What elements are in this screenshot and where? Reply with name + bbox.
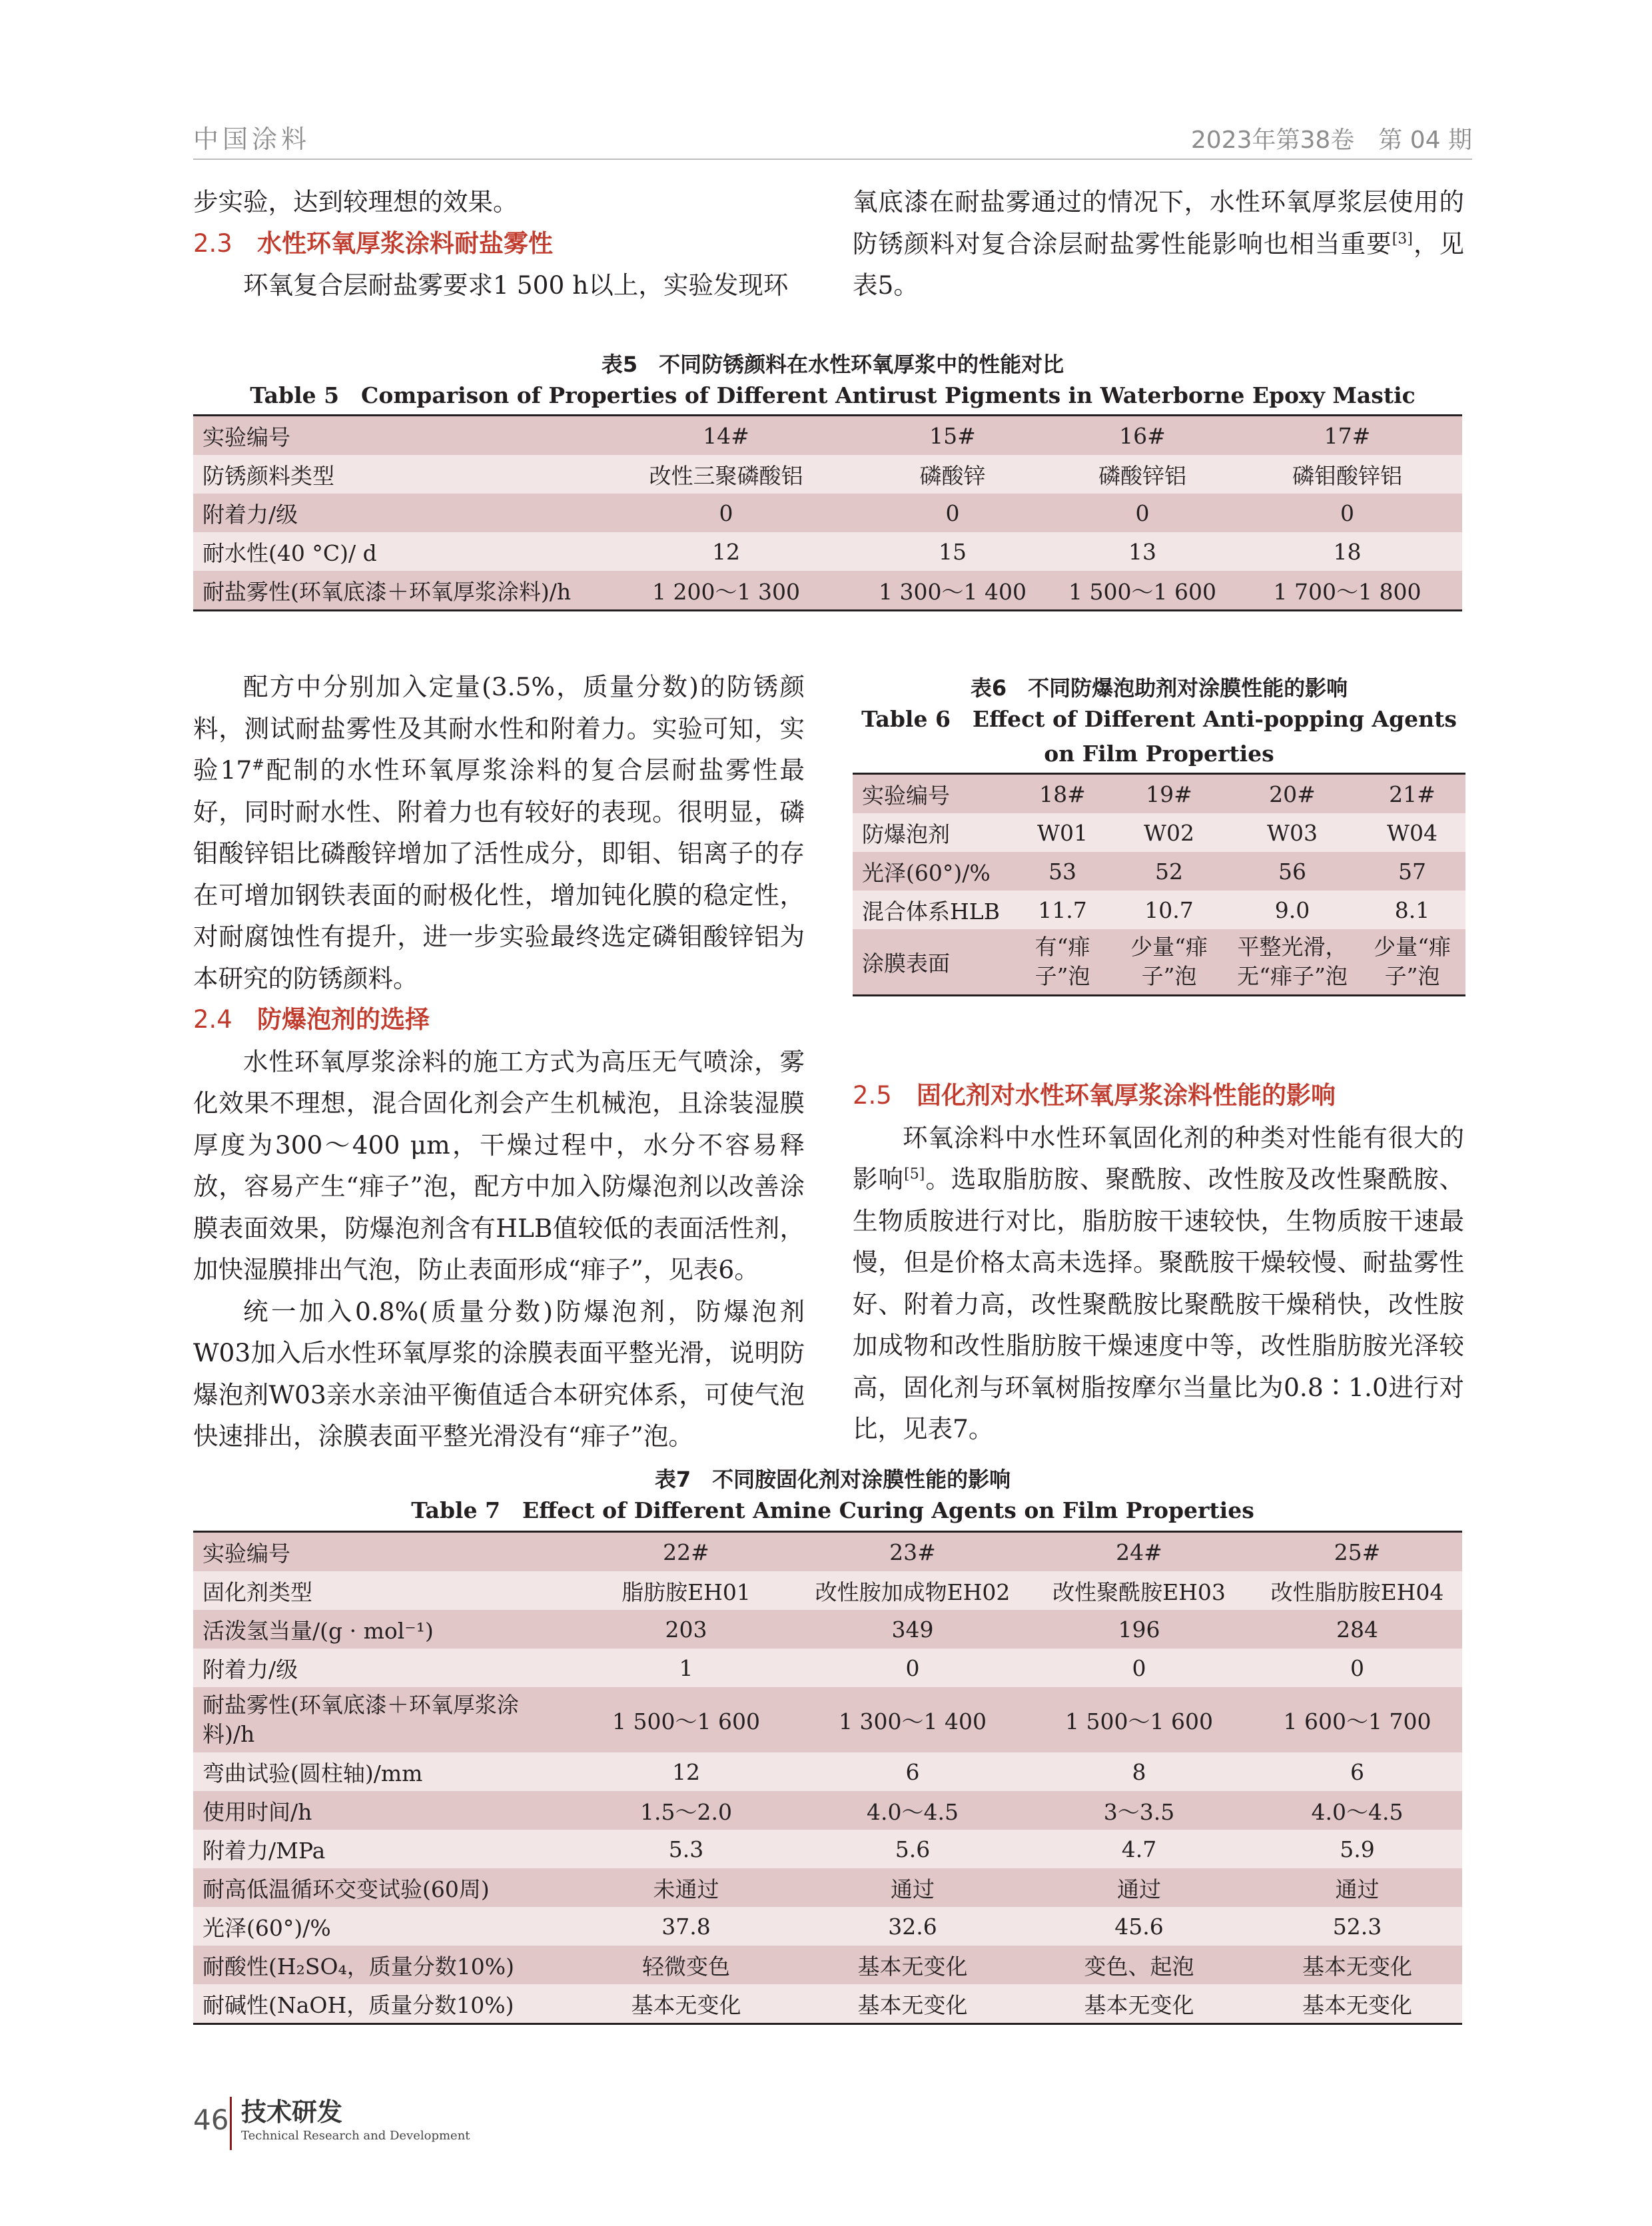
table7-row [193,1791,1462,1830]
table5-cell: 14# [600,416,853,456]
table7-row [193,1984,1462,2024]
table5-cell: 耐水性(40 °C)/ d [193,532,600,571]
table5-cell: 1 300～1 400 [853,571,1052,611]
table7-cell: 基本无变化 [1026,1984,1252,2024]
header-rule [193,159,1472,160]
table7-cell: 0 [799,1649,1026,1687]
table7-cell: 光泽(60°)/% [193,1907,573,1946]
table7-cell: 未通过 [573,1868,799,1907]
table7-cell: 32.6 [799,1907,1026,1946]
table7-cell: 5.3 [573,1830,799,1868]
table7-cell: 5.9 [1252,1830,1462,1868]
section-title: 水性环氧厚浆涂料耐盐雾性 [257,228,553,258]
table6-row [853,852,1465,891]
table7-cell: 基本无变化 [573,1984,799,2024]
table6-cell: 实验编号 [853,774,1013,814]
table5-cell: 12 [600,532,853,571]
table7-cell: 196 [1026,1610,1252,1649]
table6-cell: 19# [1112,774,1226,814]
table6-caption-en: Table 6 Effect of Different Anti-popping Agents on Film Properties [861,706,1457,767]
footer-section-en: Technical Research and Development [241,2129,470,2143]
table6-cell: W02 [1112,813,1226,852]
table7-cell: 附着力/级 [193,1649,573,1687]
table7-cell: 改性胺加成物EH02 [799,1571,1026,1610]
table7-cell: 22# [573,1532,799,1572]
table6-cell: 有“痱子”泡 [1013,929,1112,996]
table7-cell: 1 500～1 600 [573,1687,799,1752]
paragraph-text: 环氧涂料中水性环氧固化剂的种类对性能有很大的影响 [853,1122,1464,1194]
footer-section-cn: 技术研发 [241,2097,343,2127]
table5 [193,414,1462,611]
table6-cell: 光泽(60°)/% [853,852,1013,891]
table5-cell: 防锈颜料类型 [193,455,600,494]
table7-cell: 通过 [1026,1868,1252,1907]
table7-cell: 24# [1026,1532,1252,1572]
table7-cell: 通过 [1252,1868,1462,1907]
table7-cell: 1 300～1 400 [799,1687,1026,1752]
table5-cell: 1 500～1 600 [1052,571,1232,611]
table6-cell: 少量“痱子”泡 [1359,929,1465,996]
paragraph-text: 配方中分别加入定量(3.5%，质量分数)的防锈颜料，测试耐盐雾性及其耐水性和附着力。实验可知，实验17 [193,672,805,785]
table7-row [193,1907,1462,1946]
table7-cell: 基本无变化 [799,1946,1026,1984]
section-number: 2.4 [193,1005,232,1034]
table7-caption-en: Table 7 Effect of Different Amine Curing Agents on Film Properties [411,1497,1254,1523]
table7-cell: 37.8 [573,1907,799,1946]
table5-cell: 13 [1052,532,1232,571]
table7-cell: 弯曲试验(圆柱轴)/mm [193,1752,573,1791]
table7-cell: 23# [799,1532,1026,1572]
footer-divider [230,2097,232,2150]
table6-cell: 53 [1013,852,1112,891]
table6-cell: 18# [1013,774,1112,814]
paragraph-text: 。选取脂肪胺、聚酰胺、改性胺及改性聚酰胺、生物质胺进行对比，脂肪胺干速较快，生物质胺干速最慢，但是价格太高未选择。聚酰胺干燥较慢、耐盐雾性好、附着力高，改性聚酰胺比聚酰胺干燥稍快，改性胺加成物和改性脂肪胺干燥速度中等，改性脂肪胺光泽较高，固化剂与环氧树脂按摩尔当量比为0.8∶1.0进行对比，见表7。 [853,1164,1465,1443]
section-title: 固化剂对水性环氧厚浆涂料性能的影响 [917,1081,1336,1110]
table6-cell: 11.7 [1013,891,1112,929]
table7-cell: 1 500～1 600 [1026,1687,1252,1752]
superscript: # [252,757,264,774]
table7-cell: 改性脂肪胺EH04 [1252,1571,1462,1610]
table5-cell: 0 [600,494,853,532]
section-title: 防爆泡剂的选择 [257,1005,430,1034]
table7-cell: 203 [573,1610,799,1649]
right-top-column [853,181,1464,306]
section-number: 2.5 [853,1081,892,1110]
table7-cell: 变色、起泡 [1026,1946,1252,1984]
paragraph-text: 配制的水性环氧厚浆涂料的复合层耐盐雾性最好，同时耐水性、附着力也有较好的表现。很明显，磷钼酸锌铝比磷酸锌增加了活性成分，即钼、铝离子的存在可增加钢铁表面的耐极化性，增加钝化膜的稳定性，对耐腐蚀性有提升，进一步实验最终选定磷钼酸锌铝为本研究的防锈颜料。 [193,755,805,993]
table7-cell: 1 [573,1649,799,1687]
table7-cell: 1 600～1 700 [1252,1687,1462,1752]
table7-caption-cn: 表7 不同胺固化剂对涂膜性能的影响 [654,1467,1011,1492]
table7-cell: 25# [1252,1532,1462,1572]
table5-cell: 改性三聚磷酸铝 [600,455,853,494]
reference-mark: [3] [1392,230,1413,247]
table7-cell: 固化剂类型 [193,1571,573,1610]
table5-row [193,571,1462,611]
table6-cell: 混合体系HLB [853,891,1013,929]
table7-row [193,1649,1462,1687]
table6-cell: 56 [1226,852,1359,891]
table6-cell: W01 [1013,813,1112,852]
table5-caption-en: Table 5 Comparison of Properties of Different Antirust Pigments in Waterborne Epoxy Mastic [250,382,1416,408]
table7-cell: 5.6 [799,1830,1026,1868]
table6-row [853,813,1465,852]
table5-cell: 1 700～1 800 [1232,571,1462,611]
table5-cell: 0 [1232,494,1462,532]
table7-row [193,1868,1462,1907]
table5-cell: 0 [853,494,1052,532]
table6-cell: 57 [1359,852,1465,891]
table7-cell: 耐盐雾性(环氧底漆＋环氧厚浆涂料)/h [193,1687,573,1752]
table6-cell: 20# [1226,774,1359,814]
left-mid-column [193,666,805,1457]
table7-cell: 活泼氢当量/(g · mol⁻¹) [193,1610,573,1649]
issue-info: 2023年第38卷 第 04 期 [1190,127,1472,154]
table7-cell: 耐酸性(H₂SO₄，质量分数10%) [193,1946,573,1984]
left-top-column [193,181,805,306]
table5-caption-cn: 表5 不同防锈颜料在水性环氧厚浆中的性能对比 [601,352,1064,377]
table7-cell: 4.0～4.5 [799,1791,1026,1830]
table7-row [193,1830,1462,1868]
section-number: 2.3 [193,228,232,258]
table6-cell: 平整光滑，无“痱子”泡 [1226,929,1359,996]
table6-cell: 9.0 [1226,891,1359,929]
table6-row [853,929,1465,996]
table6-cell: 8.1 [1359,891,1465,929]
table7-cell: 改性聚酰胺EH03 [1026,1571,1252,1610]
table5-cell: 附着力/级 [193,494,600,532]
section-heading-2-4 [193,999,805,1041]
table5-cell: 耐盐雾性(环氧底漆＋环氧厚浆涂料)/h [193,571,600,611]
table7-cell: 6 [1252,1752,1462,1791]
table6-cell: W04 [1359,813,1465,852]
table6-cell: 10.7 [1112,891,1226,929]
paragraph-text: 氧底漆在耐盐雾通过的情况下，水性环氧厚浆层使用的防锈颜料对复合涂层耐盐雾性能影响也相当重要 [853,187,1464,258]
section-heading-2-3 [193,223,805,265]
table6-caption-cn: 表6 不同防爆泡助剂对涂膜性能的影响 [970,675,1348,701]
table5-cell: 15# [853,416,1052,456]
table6-cell: 少量“痱子”泡 [1112,929,1226,996]
table6 [853,773,1465,996]
table7-cell: 45.6 [1026,1907,1252,1946]
right-mid-column [853,1075,1464,1450]
table5-cell: 磷钼酸锌铝 [1232,455,1462,494]
table7-cell: 脂肪胺EH01 [573,1571,799,1610]
table6-row [853,891,1465,929]
table7-cell: 0 [1026,1649,1252,1687]
table5-cell: 16# [1052,416,1232,456]
table6-row [853,774,1465,814]
table6-cell: 21# [1359,774,1465,814]
reference-mark: [5] [904,1166,925,1183]
paragraph [853,181,1464,306]
table5-cell: 15 [853,532,1052,571]
table5-cell: 0 [1052,494,1232,532]
table7-cell: 耐碱性(NaOH，质量分数10%) [193,1984,573,2024]
table7-cell: 4.7 [1026,1830,1252,1868]
table7-cell: 通过 [799,1868,1026,1907]
table5-cell: 磷酸锌 [853,455,1052,494]
table5-cell: 实验编号 [193,416,600,456]
table6-cell: W03 [1226,813,1359,852]
table7-cell: 基本无变化 [1252,1946,1462,1984]
table7-cell: 耐高低温循环交变试验(60周) [193,1868,573,1907]
table5-cell: 17# [1232,416,1462,456]
table7-row [193,1687,1462,1752]
paragraph: 环氧复合层耐盐雾要求1 500 h以上，实验发现环 [243,270,789,300]
table6-cell: 防爆泡剂 [853,813,1013,852]
table7-cell: 284 [1252,1610,1462,1649]
table6-cell: 52 [1112,852,1226,891]
table7-row [193,1571,1462,1610]
table7-cell: 1.5～2.0 [573,1791,799,1830]
table5-cell: 18 [1232,532,1462,571]
table7-row [193,1946,1462,1984]
table5-cell: 1 200～1 300 [600,571,853,611]
journal-name: 中国涂料 [193,125,311,154]
table7-cell: 0 [1252,1649,1462,1687]
table5-row [193,455,1462,494]
table7-cell: 实验编号 [193,1532,573,1572]
page-number: 46 [193,2103,229,2136]
paragraph: 统一加入0.8%(质量分数)防爆泡剂，防爆泡剂W03加入后水性环氧厚浆的涂膜表面平整光滑，说明防爆泡剂W03亲水亲油平衡值适合本研究体系，可使气泡快速排出，涂膜表面平整光滑没有“痱子”泡。 [193,1296,805,1451]
table7-row [193,1610,1462,1649]
section-heading-2-5 [853,1075,1464,1117]
paragraph [853,1117,1464,1450]
table7-cell: 52.3 [1252,1907,1462,1946]
table7-cell: 4.0～4.5 [1252,1791,1462,1830]
table5-row [193,416,1462,456]
table5-cell: 磷酸锌铝 [1052,455,1232,494]
table7-cell: 6 [799,1752,1026,1791]
table7-row [193,1752,1462,1791]
table5-row [193,532,1462,571]
paragraph: 步实验，达到较理想的效果。 [193,187,518,216]
table7-cell: 12 [573,1752,799,1791]
table6-cell: 涂膜表面 [853,929,1013,996]
table7-cell: 8 [1026,1752,1252,1791]
table7-cell: 基本无变化 [1252,1984,1462,2024]
table7-cell: 使用时间/h [193,1791,573,1830]
paragraph-text: ，见表5。 [853,228,1465,300]
table5-row [193,494,1462,532]
paragraph: 水性环氧厚浆涂料的施工方式为高压无气喷涂，雾化效果不理想，混合固化剂会产生机械泡，且涂装湿膜厚度为300～400 μm，干燥过程中，水分不容易释放，容易产生“痱子”泡，配方中加入防爆泡剂以改善涂膜表面效果，防爆泡剂含有HLB值较低的表面活性剂，加快湿膜排出气泡，防止表面形成“痱子”，见表6。 [193,1046,805,1284]
table7-cell: 基本无变化 [799,1984,1026,2024]
table7-cell: 附着力/MPa [193,1830,573,1868]
paragraph [193,666,805,999]
table7 [193,1531,1462,2025]
table7-cell: 轻微变色 [573,1946,799,1984]
table7-row [193,1532,1462,1572]
table7-cell: 3～3.5 [1026,1791,1252,1830]
table7-cell: 349 [799,1610,1026,1649]
